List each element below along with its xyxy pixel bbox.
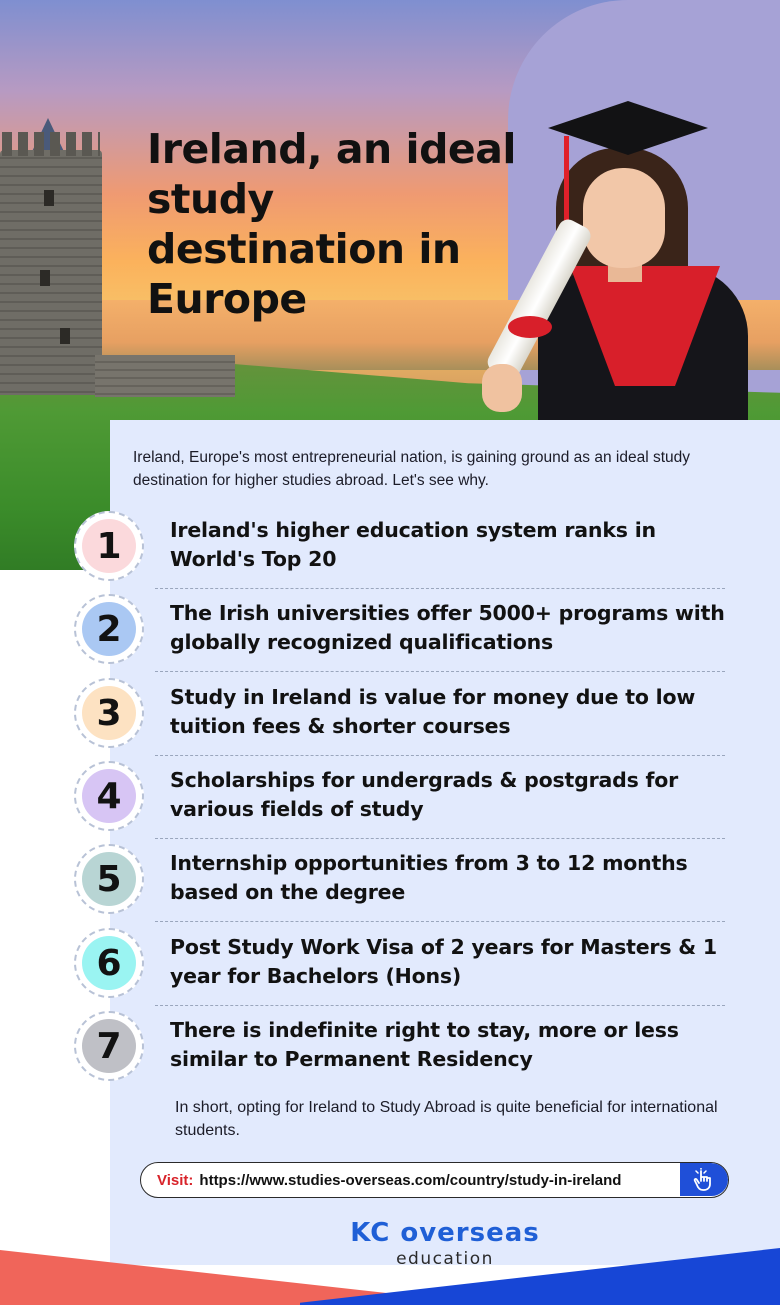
intro-text: Ireland, Europe's most entrepreneurial nation, is gaining ground as an ideal study destination for higher studies abroad. Let's see why. bbox=[133, 449, 691, 489]
divider bbox=[155, 755, 725, 756]
number-badge bbox=[74, 594, 144, 664]
reason-text: Post Study Work Visa of 2 years for Masters & 1 year for Bachelors (Hons) bbox=[170, 935, 717, 988]
list-item bbox=[0, 924, 780, 1008]
visit-label: Visit: bbox=[157, 1171, 194, 1189]
reason-text: Study in Ireland is value for money due to low tuition fees & shorter courses bbox=[170, 685, 696, 738]
reason-text: Ireland's higher education system ranks in World's Top 20 bbox=[170, 518, 656, 571]
number-label: 6 bbox=[82, 936, 136, 990]
reason-text: There is indefinite right to stay, more or less similar to Permanent Residency bbox=[170, 1018, 679, 1071]
number-badge bbox=[74, 511, 144, 581]
reason-text: Internship opportunities from 3 to 12 months based on the degree bbox=[170, 851, 688, 904]
number-label: 7 bbox=[82, 1019, 136, 1073]
castle-window bbox=[60, 328, 70, 344]
brand-subtitle: education bbox=[396, 1249, 494, 1269]
number-badge bbox=[74, 761, 144, 831]
number-badge bbox=[74, 844, 144, 914]
divider bbox=[155, 671, 725, 672]
cap-tassel bbox=[564, 136, 569, 226]
number-label: 4 bbox=[82, 769, 136, 823]
list-item bbox=[0, 840, 780, 924]
divider bbox=[155, 921, 725, 922]
number-badge bbox=[74, 678, 144, 748]
castle-battlements bbox=[2, 132, 100, 156]
list-item bbox=[0, 507, 780, 591]
number-badge bbox=[74, 928, 144, 998]
reason-text: The Irish universities offer 5000+ programs with globally recognized qualifications bbox=[170, 601, 725, 654]
list-item bbox=[0, 590, 780, 674]
pointer-hand-icon[interactable] bbox=[680, 1163, 728, 1196]
castle-window bbox=[40, 270, 50, 286]
reason-text: Scholarships for undergrads & postgrads for various fields of study bbox=[170, 768, 679, 821]
mortarboard-cap bbox=[548, 101, 708, 161]
page-title: Ireland, an ideal study destination in Europe bbox=[147, 125, 516, 323]
visit-link-bar[interactable] bbox=[140, 1162, 729, 1198]
number-label: 1 bbox=[82, 519, 136, 573]
stone-wall bbox=[95, 355, 235, 397]
divider bbox=[155, 838, 725, 839]
list-item bbox=[0, 1007, 780, 1091]
graduate-face bbox=[583, 168, 665, 268]
brand-logo bbox=[330, 1218, 560, 1270]
graduate-hand bbox=[482, 364, 522, 412]
number-badge bbox=[74, 1011, 144, 1081]
number-label: 2 bbox=[82, 602, 136, 656]
brand-name: KC overseas bbox=[350, 1218, 540, 1248]
list-item bbox=[0, 757, 780, 841]
list-item bbox=[0, 674, 780, 758]
graduate-photo bbox=[478, 96, 768, 421]
number-label: 5 bbox=[82, 852, 136, 906]
castle-window bbox=[44, 190, 54, 206]
divider bbox=[155, 1005, 725, 1006]
visit-url-link[interactable]: https://www.studies-overseas.com/country/study-in-ireland bbox=[199, 1171, 622, 1189]
divider bbox=[155, 588, 725, 589]
number-label: 3 bbox=[82, 686, 136, 740]
summary-text: In short, opting for Ireland to Study Abroad is quite beneficial for international students. bbox=[175, 1099, 718, 1139]
castle-tower bbox=[0, 150, 102, 395]
